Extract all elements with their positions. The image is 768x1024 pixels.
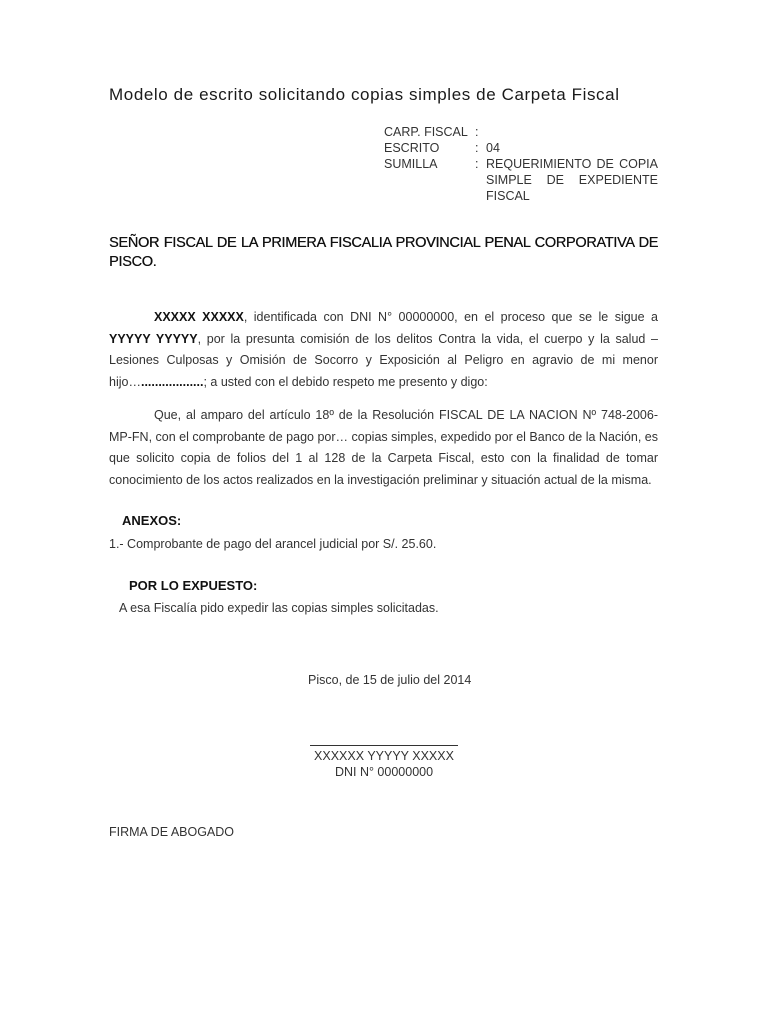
intro-text-c: ; a usted con el debido respeto me presento y digo: [203, 374, 488, 389]
lawyer-signature-label: FIRMA DE ABOGADO [109, 825, 235, 839]
escrito-colon: : [475, 141, 479, 155]
sumilla-colon: : [475, 157, 479, 171]
addressee-heading: SEÑOR FISCAL DE LA PRIMERA FISCALIA PROVINCIAL PENAL CORPORATIVA DE PISCO. [109, 235, 658, 270]
intro-text-b: , por la presunta comisión de los delitos Contra la vida, el cuerpo y la salud – Lesiones Culposas y Omisión de Socorro y Exposición al Peligro en agravio de mi menor hijo… [109, 331, 658, 389]
signature-line [310, 745, 458, 746]
request-paragraph [109, 405, 658, 491]
date-line: Pisco, de 15 de julio del 2014 [308, 673, 472, 687]
carp-fiscal-colon: : [475, 125, 479, 139]
expuesto-heading: POR LO EXPUESTO: [129, 578, 258, 593]
document-title: Modelo de escrito solicitando copias simples de Carpeta Fiscal [109, 85, 620, 104]
sumilla-value-main: REQUERIMIENTO DE COPIA SIMPLE DE EXPEDIENTE [486, 157, 658, 187]
request-text: Que, al amparo del artículo 18º de la Resolución FISCAL DE LA NACION Nº 748-2006-MP-FN, con el comprobante de pago por… copias simples, expedido por el Banco de la Nación, es que solicito copia de folios del 1 al 128 de la Carpeta Fiscal, esto con la finalidad de tomar conocimiento de los actos realizados en la investigación preliminar y situación actual de la misma. [109, 408, 658, 487]
escrito-value: 04 [486, 141, 500, 155]
expuesto-text: A esa Fiscalía pido expedir las copias simples solicitadas. [119, 601, 439, 615]
meta-row-escrito [384, 140, 658, 156]
signature-dni: DNI N° 00000000 [334, 765, 434, 779]
carp-fiscal-label: CARP. FISCAL [384, 125, 468, 139]
introduction-paragraph [109, 307, 658, 393]
carp-fiscal-value [486, 124, 658, 140]
petitioner-name: XXXXX XXXXX [154, 310, 244, 324]
anexos-heading: ANEXOS: [122, 513, 182, 528]
escrito-label: ESCRITO [384, 141, 440, 155]
signature-name: XXXXXX YYYYY XXXXX [314, 749, 454, 763]
sumilla-label: SUMILLA [384, 157, 438, 171]
sumilla-value [486, 156, 658, 204]
intro-dots: .................. [140, 374, 204, 389]
case-metadata [384, 124, 658, 204]
anexo-item: 1.- Comprobante de pago del arancel judicial por S/. 25.60. [109, 537, 437, 551]
sumilla-value-last: FISCAL [486, 189, 530, 203]
intro-text-a: , identificada con DNI N° 00000000, en el proceso que se le sigue a [243, 310, 658, 324]
meta-row-sumilla [384, 156, 658, 204]
meta-row-carp-fiscal [384, 124, 658, 140]
defendant-name: YYYYY YYYYY [109, 331, 198, 346]
